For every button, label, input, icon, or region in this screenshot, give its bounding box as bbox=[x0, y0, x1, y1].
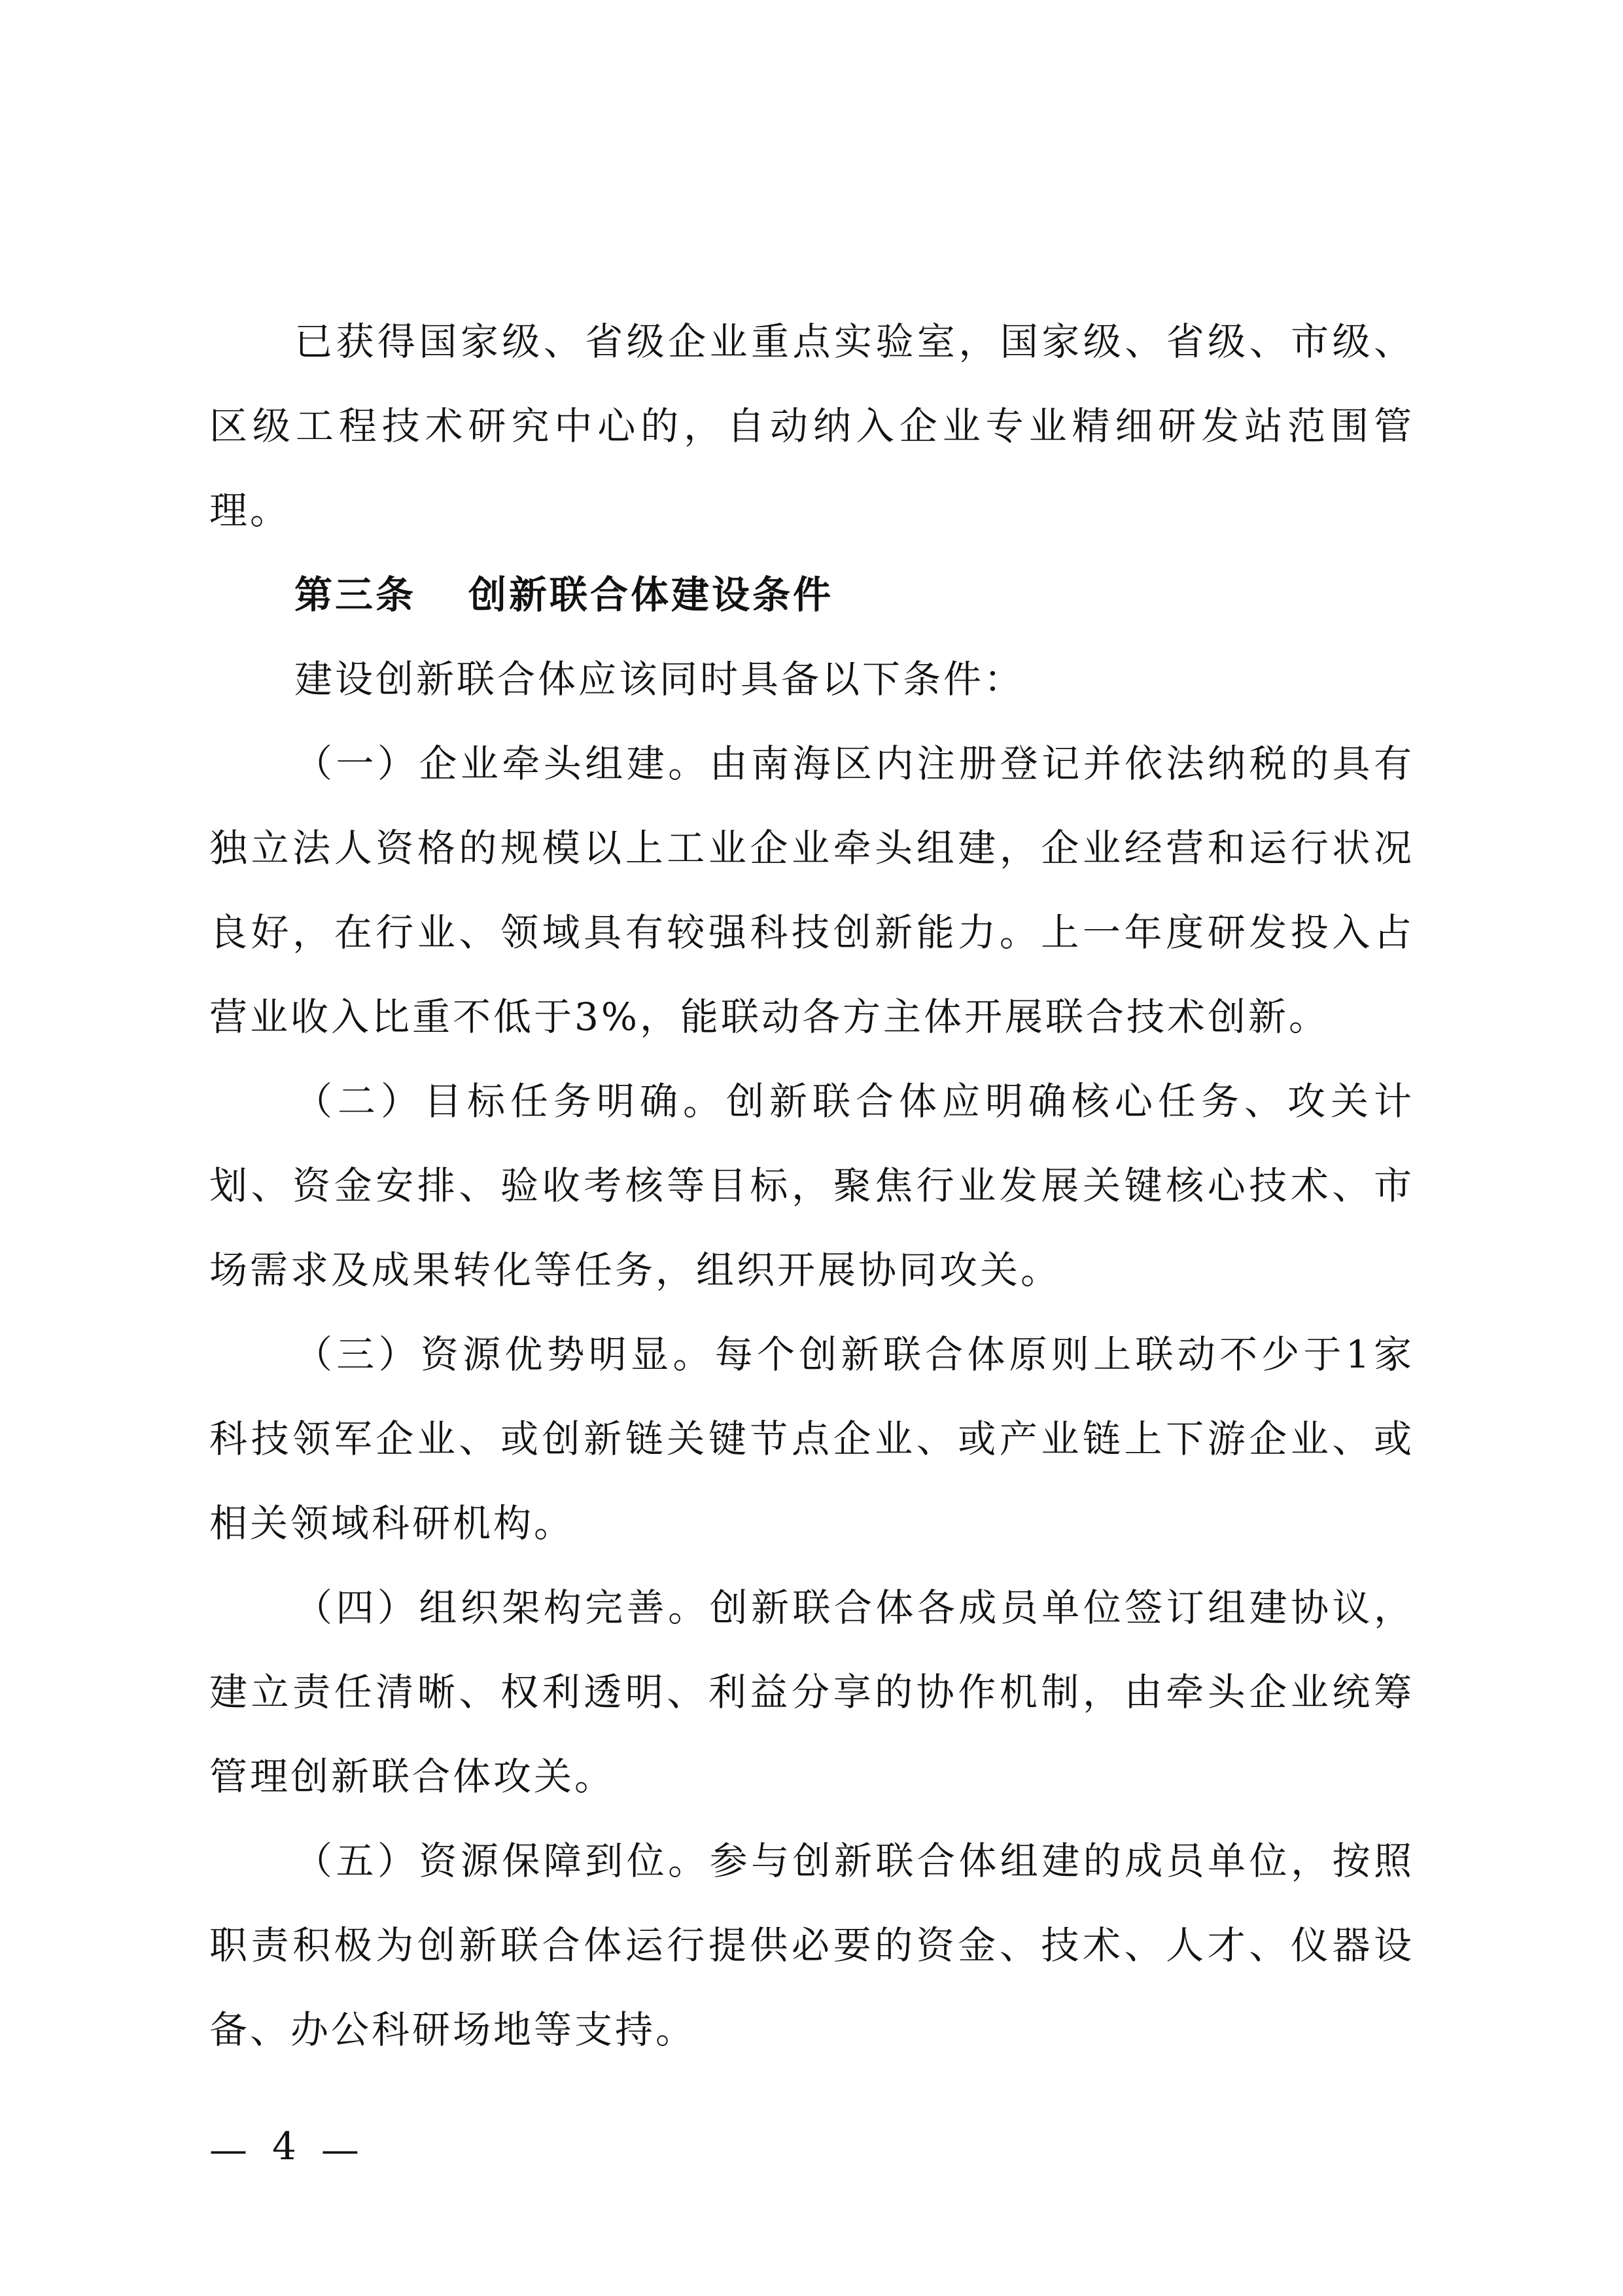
article-title: 创新联合体建设条件 bbox=[468, 573, 834, 617]
footer-dash-right: — bbox=[321, 2127, 360, 2172]
condition-paragraph-2: （二）目标任务明确。创新联合体应明确核心任务、攻关计划、资金安排、验收考核等目标，聚焦行业发展关键核心技术、市场需求及成果转化等任务，组织开展协同攻关。 bbox=[209, 1079, 1414, 1292]
article-number: 第三条 bbox=[294, 573, 417, 617]
page-footer bbox=[209, 2120, 360, 2176]
article-heading bbox=[209, 553, 1414, 637]
condition-paragraph-1: （一）企业牵头组建。由南海区内注册登记并依法纳税的具有独立法人资格的规模以上工业企业牵头组建，企业经营和运行状况良好，在行业、领域具有较强科技创新能力。上一年度研发投入占营业收入比重不低于3%，能联动各方主体开展联合技术创新。 bbox=[209, 741, 1414, 1039]
lead-paragraph: 建设创新联合体应该同时具备以下条件： bbox=[294, 657, 1025, 701]
condition-paragraph-4: （四）组织架构完善。创新联合体各成员单位签订组建协议，建立责任清晰、权利透明、利益分享的协作机制，由牵头企业统筹管理创新联合体攻关。 bbox=[209, 1585, 1414, 1799]
condition-paragraph-5: （五）资源保障到位。参与创新联合体组建的成员单位，按照职责积极为创新联合体运行提供必要的资金、技术、人才、仪器设备、办公科研场地等支持。 bbox=[209, 1839, 1414, 2052]
intro-paragraph: 已获得国家级、省级企业重点实验室，国家级、省级、市级、区级工程技术研究中心的，自动纳入企业专业精细研发站范围管理。 bbox=[209, 319, 1414, 533]
document-body bbox=[209, 300, 1414, 2072]
page-number: 4 bbox=[272, 2124, 298, 2168]
footer-dash-left: — bbox=[209, 2127, 249, 2172]
condition-paragraph-3: （三）资源优势明显。每个创新联合体原则上联动不少于1家科技领军企业、或创新链关键节点企业、或产业链上下游企业、或相关领域科研机构。 bbox=[209, 1332, 1414, 1545]
